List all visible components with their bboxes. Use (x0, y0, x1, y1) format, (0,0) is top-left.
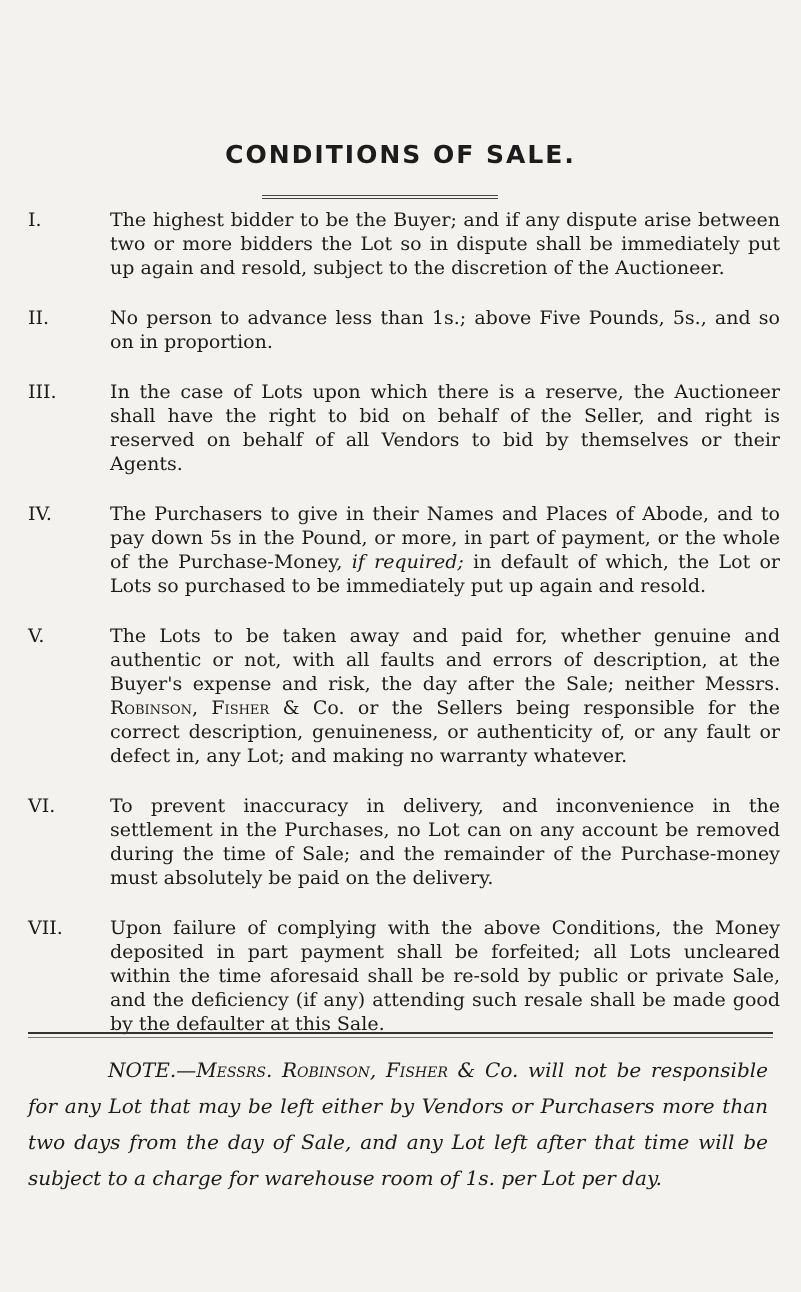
condition-number: V. (28, 625, 45, 647)
note-firm-name: Messrs. Robinson, Fisher (196, 1058, 448, 1082)
condition-number: III. (28, 381, 57, 403)
condition-number: II. (28, 307, 50, 329)
condition-item (28, 794, 780, 890)
condition-text: The Lots to be taken away and paid for, whether genuine and authentic or not, with all faults and errors of description, at the Buyer's expense and risk, the day after the Sale; neither Messrs. (110, 625, 780, 695)
condition-text: No person to advance less than 1s.; above Five Pounds, 5s., and so on in proportion. (110, 307, 780, 353)
condition-number: IV. (28, 503, 52, 525)
condition-item (28, 502, 780, 598)
condition-text: The Purchasers to give in their Names and Places of Abode, and to pay down 5s in the Pound, or more, in part of payment, or the whole of the Purchase-Money, (110, 503, 780, 573)
condition-item (28, 916, 780, 1036)
condition-text: The highest bidder to be the Buyer; and if any dispute arise between two or more bidders the Lot so in dispute shall be immediately put up again and resold, subject to the discretion of the Auctioneer. (110, 209, 780, 279)
condition-item (28, 624, 780, 768)
title-divider (262, 195, 498, 199)
condition-number: I. (28, 209, 42, 231)
condition-text: Upon failure of complying with the above Conditions, the Money deposited in part payment shall be forfeited; all Lots uncleared within the time aforesaid shall be re-sold by public or private Sale, and the deficiency (if any) attending such resale shall be made good by the defaulter at this Sale. (110, 917, 780, 1035)
condition-item (28, 306, 780, 354)
condition-number: VII. (28, 917, 63, 939)
condition-text: & Co. or the Sellers being responsible for the correct description, genuineness, or authenticity of, or any fault or defect in, any Lot; and making no warranty whatever. (110, 697, 781, 767)
condition-text: in default of which, the Lot or Lots so purchased to be immediately put up again and resold. (110, 551, 780, 597)
condition-text: To prevent inaccuracy in delivery, and inconvenience in the settlement in the Purchases, no Lot can on any account be removed during the time of Sale; and the remainder of the Purchase-money must absolutely be paid on the delivery. (110, 795, 780, 889)
note-label: NOTE.— (108, 1058, 197, 1082)
conditions-list (28, 208, 780, 1062)
condition-item (28, 380, 780, 476)
note-paragraph (28, 1052, 768, 1196)
section-divider (28, 1032, 773, 1038)
condition-item (28, 208, 780, 280)
condition-text: In the case of Lots upon which there is a reserve, the Auctioneer shall have the right to bid on behalf of the Seller, and right is reserved on behalf of all Vendors to bid by themselves or their Agents. (110, 381, 780, 475)
page-title: CONDITIONS OF SALE. (225, 140, 576, 169)
condition-emphasis: if required; (351, 551, 464, 573)
note-text: & Co. will not be responsible for any Lot that may be left either by Vendors or Purchasers more than two days from the day of Sale, and any Lot left after that time will be subject to a charge for warehouse room of 1s. per Lot per day. (28, 1058, 768, 1190)
condition-number: VI. (28, 795, 56, 817)
firm-name: Robinson, Fisher (110, 697, 270, 719)
